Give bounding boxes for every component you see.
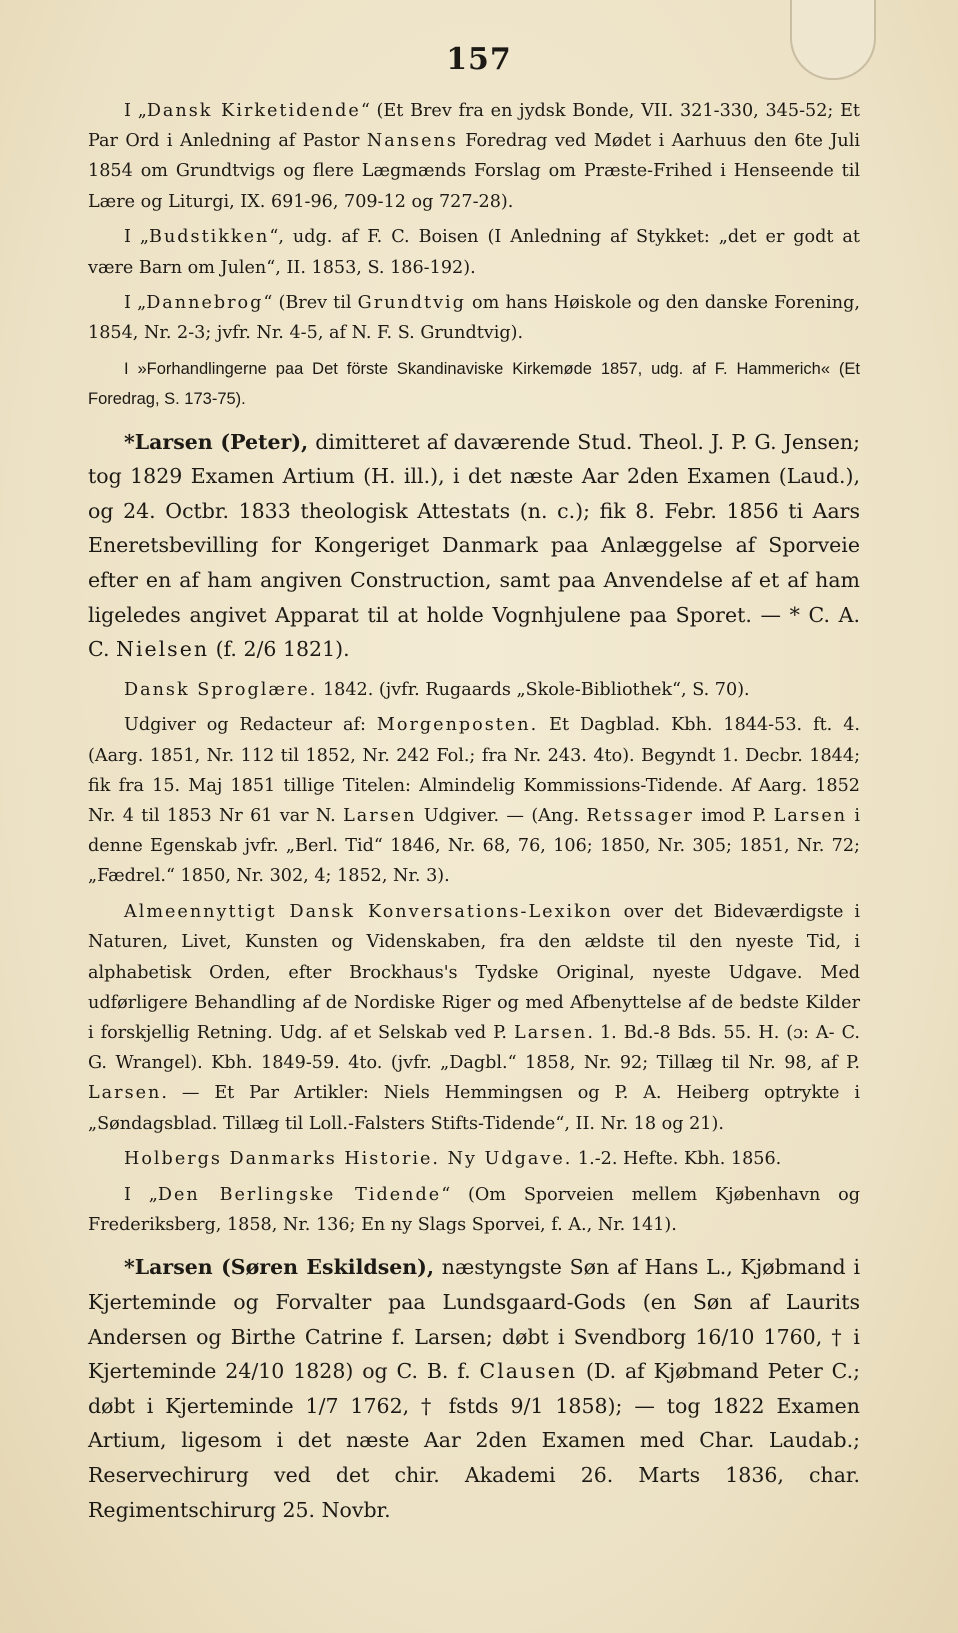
text-segment: Foredrag ved Mødet i Aarhuus den 6te Juli 1854 om Grundtvigs og flere Lægmænds Forslag om Præste-Frihed i Henseende til Lære og Liturgi, IX. 691-96, 709-12 og 727-28). <box>88 131 860 212</box>
text-segment: imod P. <box>693 806 774 826</box>
text-segment: I »Forhandlingerne paa Det förste Skandinaviske Kirkemøde 1857, udg. af F. Hammerich« (Et Foredrag, S. 173-75). <box>88 360 860 409</box>
paragraph-p3 <box>88 288 860 348</box>
paragraph-p5 <box>88 425 860 667</box>
paragraph-p2 <box>88 222 860 282</box>
text-segment: Budstikken <box>149 227 270 248</box>
text-segment: Holbergs Danmarks Historie. Ny Udgave. <box>124 1149 573 1170</box>
text-segment: Larsen <box>514 1022 588 1043</box>
text-segment: I „ <box>124 227 150 248</box>
text-segment: dimitteret af daværende Stud. Theol. J. P. G. Jensen; tog 1829 Examen Artium (H. ill.), i det næste Aar 2den Examen (Laud.), og 24. Octbr. 1833 theologisk Attestats (n. c.); fik 8. Febr. 1856 ti Aars Eneretsbevilling for Kongeriget Danmark paa Anlæggelse af Sporveie efter en af ham angiven Construction, samt paa Anvendelse af et af ham ligeledes angivet Apparat til at holde Vognhjulene paa Sporet. — * C. A. C. <box>88 429 860 662</box>
text-segment: “ (Et Brev fra en jydsk Bonde, VII. 321-330, 345-52; Et Par Ord i Anledning af Pastor <box>88 101 860 152</box>
text-segment: I „ <box>124 293 147 314</box>
text-segment: om hans Høiskole og den danske Forening, 1854, Nr. 2-3; jvfr. Nr. 4-5, af N. F. S. Grundtvig). <box>88 293 860 344</box>
text-segment: Udgiver. — (Ang. <box>416 806 587 826</box>
text-segment: Larsen <box>343 806 417 826</box>
paragraph-p10 <box>88 1180 860 1240</box>
text-segment: Almeennyttigt Dansk Konversations-Lexikon <box>124 902 613 923</box>
text-segment: Larsen <box>773 806 848 826</box>
paragraph-p8 <box>88 897 860 1139</box>
text-segment: “, udg. af F. C. Boisen (I Anledning af Stykket: „det er godt at være Barn om Julen“, II. 1853, S. 186-192). <box>88 227 860 278</box>
text-segment: I „ <box>124 1184 158 1205</box>
paragraph-p7 <box>88 710 860 891</box>
text-segment: Et Dagblad. Kbh. 1844-53. ft. 4. (Aarg. 1851, Nr. 112 til 1852, Nr. 242 Fol.; fra Nr. 243. 4to). Begyndt 1. Decbr. 1844; fik fra 15. Maj 1851 tillige Titelen: Almindelig Kommissions-Tidende. Af Aarg. 1852 Nr. 4 til 1853 Nr 61 var N. <box>88 715 860 826</box>
text-segment: Dannebrog <box>146 293 264 314</box>
text-segment: Retssager <box>586 806 694 826</box>
text-segment: næstyngste Søn af Hans L., Kjøbmand i Kjerteminde og Forvalter paa Lundsgaard-Gods (en Søn af Laurits Andersen og Birthe Catrine f. Larsen; døbt i Svendborg 16/10 1760, † i Kjerteminde 24/10 1828) og C. B. f. <box>88 1255 861 1384</box>
text-segment: i denne Egenskab jvfr. „Berl. Tid“ 1846, Nr. 68, 76, 106; 1850, Nr. 305; 1851, Nr. 72; „Fædrel.“ 1850, Nr. 302, 4; 1852, Nr. 3). <box>88 806 860 887</box>
paragraph-p11 <box>88 1250 860 1527</box>
text-segment: Morgenposten. <box>376 715 539 736</box>
text-segment: “ (Om Sporveien mellem Kjøbenhavn og Frederiksberg, 1858, Nr. 136; En ny Slags Sporvei, f. A., Nr. 141). <box>88 1184 860 1236</box>
page-number: 157 <box>446 42 512 77</box>
entry-heading: *Larsen (Peter), <box>124 429 309 454</box>
entry-heading: *Larsen (Søren Eskildsen), <box>124 1255 435 1280</box>
paragraph-p6 <box>88 675 860 705</box>
text-segment: Den Berlingske Tidende <box>157 1184 442 1205</box>
text-segment: Nansens <box>366 131 458 152</box>
text-segment: I „ <box>124 101 147 121</box>
text-segment: . — Et Par Artikler: Niels Hemmingsen og P. A. Heiberg optrykte i „Søndagsblad. Tillæg til Loll.-Falsters Stifts-Tidende“, II. Nr. 18 og 21). <box>88 1083 860 1134</box>
text-segment: (D. af Kjøbmand Peter C.; døbt i Kjerteminde 1/7 1762, † fstds 9/1 1858); — tog 1822 Examen Artium, ligesom i det næste Aar 2den Examen med Char. Laudab.; Reservechirurg ved det chir. Akademi 26. Marts 1836, char. Regimentschirurg 25. Novbr. <box>88 1359 860 1522</box>
text-segment: Clausen <box>479 1359 578 1384</box>
text-segment: Udgiver og Redacteur af: <box>124 715 377 736</box>
text-segment: “ (Brev til <box>263 293 358 314</box>
text-segment: Larsen <box>88 1083 162 1104</box>
text-segment: (f. 2/6 1821). <box>209 637 350 662</box>
text-segment: Dansk Sproglære. <box>124 679 318 700</box>
paragraph-p4 <box>88 354 860 414</box>
paragraph-p1 <box>88 96 860 217</box>
text-segment: Nielsen <box>116 637 210 662</box>
text-segment: . 1. Bd.-8 Bds. 55. H. (ɔ: A- C. G. Wrangel). Kbh. 1849-59. 4to. (jvfr. „Dagbl.“ 1858, Nr. 92; Tillæg til Nr. 98, af P. <box>88 1022 860 1074</box>
text-segment: over det Bideværdigste i Naturen, Livet, Kunsten og Videnskaben, fra den ældste til den nyeste Tid, i alphabetisk Orden, efter Brockhaus's Tydske Original, nyeste Udgave. Med udførligere Behandling af de Nordiske Riger og med Afbenyttelse af de bedste Kilder i forskjellig Retning. Udg. af et Selskab ved P. <box>88 902 860 1043</box>
paragraph-p9 <box>88 1144 860 1174</box>
text-segment: 1.-2. Hefte. Kbh. 1856. <box>572 1149 782 1170</box>
text-segment: Dansk Kirketidende <box>146 101 361 121</box>
text-segment: Grundtvig <box>357 293 466 314</box>
page-body <box>88 96 860 1535</box>
text-segment: 1842. (jvfr. Rugaards „Skole-Bibliothek“, S. 70). <box>317 679 750 700</box>
